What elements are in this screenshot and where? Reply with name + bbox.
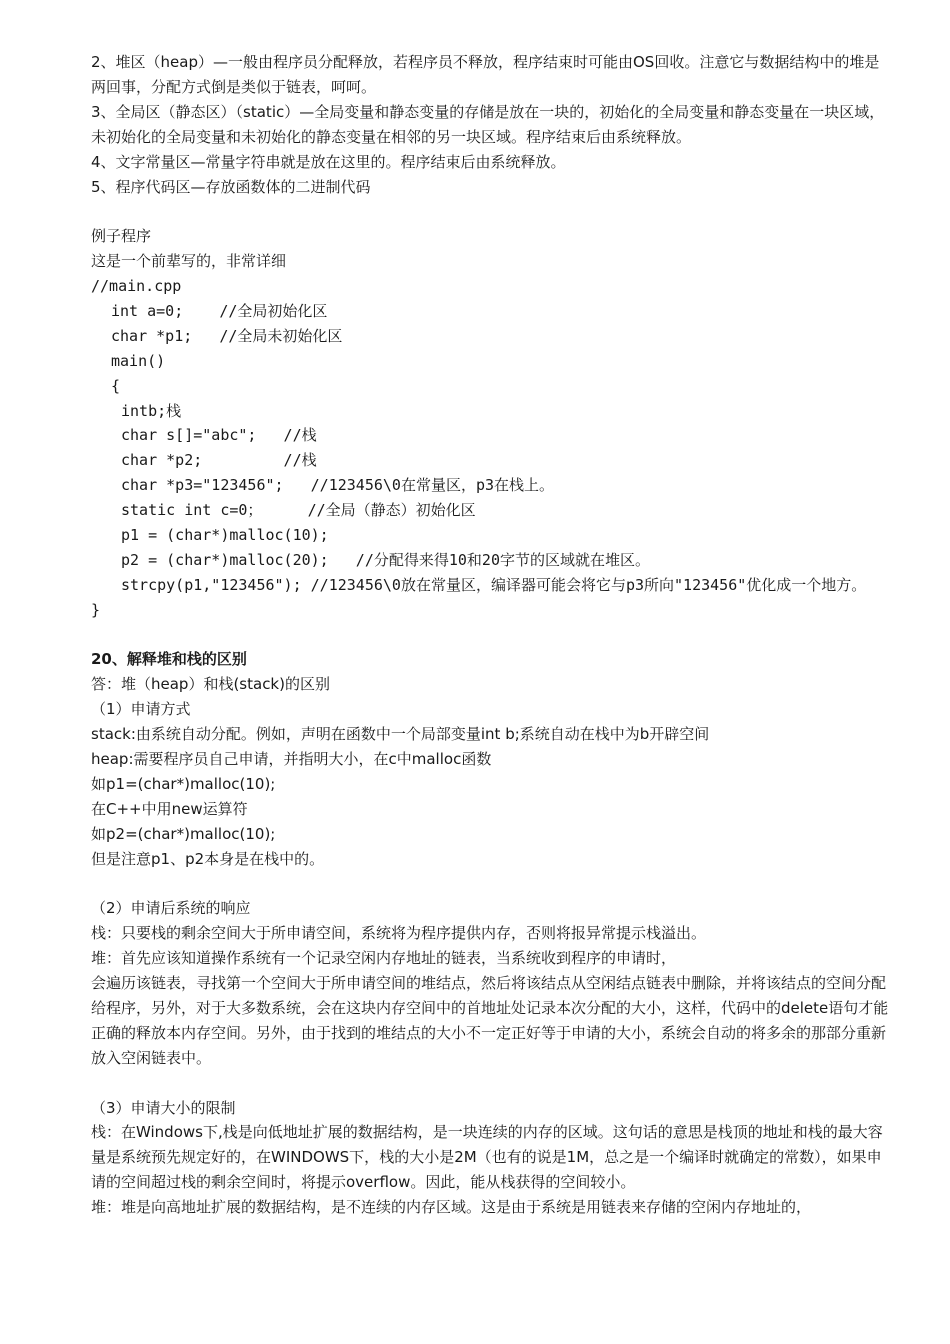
code-line: intb;栈 [121,401,182,420]
section-title: （3）申请大小的限制 [91,1098,236,1117]
paragraph: 堆：堆是向高地址扩展的数据结构，是不连续的内存区域。这是由于系统是用链表来存储的空闲内存地址的， [91,1198,812,1217]
global-section-text: 3、全局区（静态区）（static）—全局变量和静态变量的存储是放在一块的，初始化的全局变量和静态变量在一块区域，未初始化的全局变量和未初始化的静态变量在相邻的另一块区域。程序结束后由系统释放。 [91,102,885,146]
example-title: 例子程序 [91,227,152,246]
answer-intro: 答：堆（heap）和栈(stack)的区别 [91,675,330,694]
paragraph: 如p2=(char*)malloc(10); [91,824,276,843]
spacer [91,199,891,224]
document-page [91,50,891,1220]
spacer [91,1071,891,1096]
code-line: int a=0; //全局初始化区 [111,301,328,320]
heap-section-text: 2、堆区（heap）—一般由程序员分配释放，若程序员不释放，程序结束时可能由OS回收。注意它与数据结构中的堆是两回事，分配方式倒是类似于链表，呵呵。 [91,53,880,96]
code-file-comment: //main.cpp [91,277,182,296]
spacer [91,871,891,896]
code-close-brace: } [91,600,101,619]
code-line: p1 = (char*)malloc(10); [121,525,329,544]
paragraph: 在C++中用new运算符 [91,799,248,818]
code-line: char *p2; //栈 [121,451,317,470]
code-line: main() [111,351,166,370]
code-line: strcpy(p1,"123456"); //123456\0放在常量区，编译器可能会将它与p3所向"123456"优化成一个地方。 [121,575,867,594]
code-line: static int c=0； //全局（静态）初始化区 [121,501,476,520]
code-line: char s[]="abc"; //栈 [121,426,317,445]
code-section-text: 5、程序代码区—存放函数体的二进制代码 [91,177,371,196]
literal-section-text: 4、文字常量区—常量字符串就是放在这里的。程序结束后由系统释放。 [91,152,566,171]
paragraph: 堆：首先应该知道操作系统有一个记录空闲内存地址的链表，当系统收到程序的申请时， [91,949,677,968]
section-title: （1）申请方式 [91,700,191,719]
paragraph: heap:需要程序员自己申请，并指明大小，在c中malloc函数 [91,750,492,769]
spacer [91,623,891,648]
code-line: char *p3="123456"; //123456\0在常量区，p3在栈上。 [121,476,555,495]
section-title: （2）申请后系统的响应 [91,899,251,918]
code-line: { [111,376,121,395]
example-subtitle: 这是一个前辈写的，非常详细 [91,252,287,271]
paragraph: 栈：在Windows下,栈是向低地址扩展的数据结构，是一块连续的内存的区域。这句话的意思是栈顶的地址和栈的最大容量是系统预先规定好的，在WINDOWS下，栈的大小是2M（也有的说是1M，总之是一个编译时就确定的常数），如果申请的空间超过栈的剩余空间时，将提示overflow。因此，能从栈获得的空间较小。 [91,1123,883,1192]
paragraph: 如p1=(char*)malloc(10); [91,774,276,793]
paragraph: 但是注意p1、p2本身是在栈中的。 [91,849,325,868]
code-line: char *p1; //全局未初始化区 [111,326,343,345]
question-heading: 20、解释堆和栈的区别 [91,650,247,669]
paragraph: stack:由系统自动分配。例如，声明在函数中一个局部变量int b;系统自动在栈中为b开辟空间 [91,725,710,744]
paragraph: 栈：只要栈的剩余空间大于所申请空间，系统将为程序提供内存，否则将报异常提示栈溢出。 [91,924,707,943]
code-line: p2 = (char*)malloc(20); //分配得来得10和20字节的区域就在堆区。 [121,550,650,569]
paragraph: 会遍历该链表，寻找第一个空间大于所申请空间的堆结点，然后将该结点从空闲结点链表中删除，并将该结点的空间分配给程序，另外，对于大多数系统，会在这块内存空间中的首地址处记录本次分配的大小，这样，代码中的delete语句才能正确的释放本内存空间。另外，由于找到的堆结点的大小不一定正好等于申请的大小，系统会自动的将多余的那部分重新放入空闲链表中。 [91,974,889,1067]
